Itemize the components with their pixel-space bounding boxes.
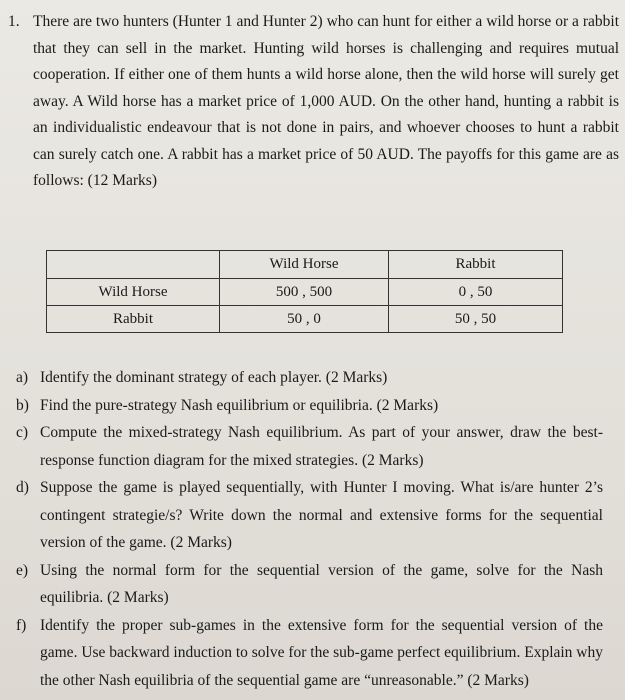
table-header-wild-horse: Wild Horse [220,251,389,279]
sub-question [0,364,625,392]
sub-question-label: e) [16,561,29,579]
sub-question-text: Compute the mixed-strategy Nash equilibrium. As part of your answer, draw the best-response function diagram for the mixed strategies. (2 Marks) [40,424,603,469]
sub-question-label: b) [16,396,29,414]
payoff-table [46,250,563,333]
sub-question [0,612,625,695]
sub-question-text: Find the pure-strategy Nash equilibrium or equilibria. (2 Marks) [40,396,439,414]
sub-question-text: Using the normal form for the sequential version of the game, solve for the Nash equilibria. (2 Marks) [40,561,603,606]
payoff-cell: 500 , 500 [220,279,389,306]
table-header-row [47,251,563,279]
table-row [47,306,563,333]
sub-question-label: f) [16,616,27,634]
table-header-corner [47,251,220,279]
sub-question [0,419,625,474]
question-text: There are two hunters (Hunter 1 and Hunter 2) who can hunt for either a wild horse or a rabbit that they can sell in the market. Hunting wild horses is challenging and requires mutual cooperation. If either one of them hunts a wild horse alone, then the wild horse will surely get away. A Wild horse has a market price of 1,000 AUD. On the other hand, hunting a rabbit is an individualistic endeavour that is not done in pairs, and whoever chooses to hunt a rabbit can surely catch one. A rabbit has a market price of 50 AUD. The payoffs for this game are as follows: (12 Marks) [33,13,619,189]
sub-question-label: a) [16,369,29,386]
sub-question [0,392,625,420]
sub-question-text: Identify the dominant strategy of each player. (2 Marks) [40,369,388,386]
sub-question-text: Identify the proper sub-games in the extensive form for the sequential version of the game. Use backward induction to solve for the sub-game perfect equilibrium. Explain why the other Nash equilibria of the sequential game are “unreasonable.” (2 Marks) [40,616,604,689]
row-label-wild-horse: Wild Horse [47,279,220,306]
sub-question [0,557,625,612]
question-number: 1. [8,13,20,30]
sub-question-text: Suppose the game is played sequentially, with Hunter I moving. What is/are hunter 2’s contingent strategie/s? Write down the normal and extensive forms for the sequential version of the game. (2 Marks) [40,479,603,551]
sub-question-label: d) [16,479,29,496]
table-header-rabbit: Rabbit [389,251,563,279]
sub-question-list [0,364,625,694]
row-label-rabbit: Rabbit [47,306,220,333]
sub-question [0,474,625,557]
table-row [47,279,563,306]
payoff-cell: 50 , 0 [220,306,389,333]
payoff-cell: 50 , 50 [389,306,563,333]
payoff-cell: 0 , 50 [389,279,563,306]
sub-question-label: c) [16,424,29,441]
